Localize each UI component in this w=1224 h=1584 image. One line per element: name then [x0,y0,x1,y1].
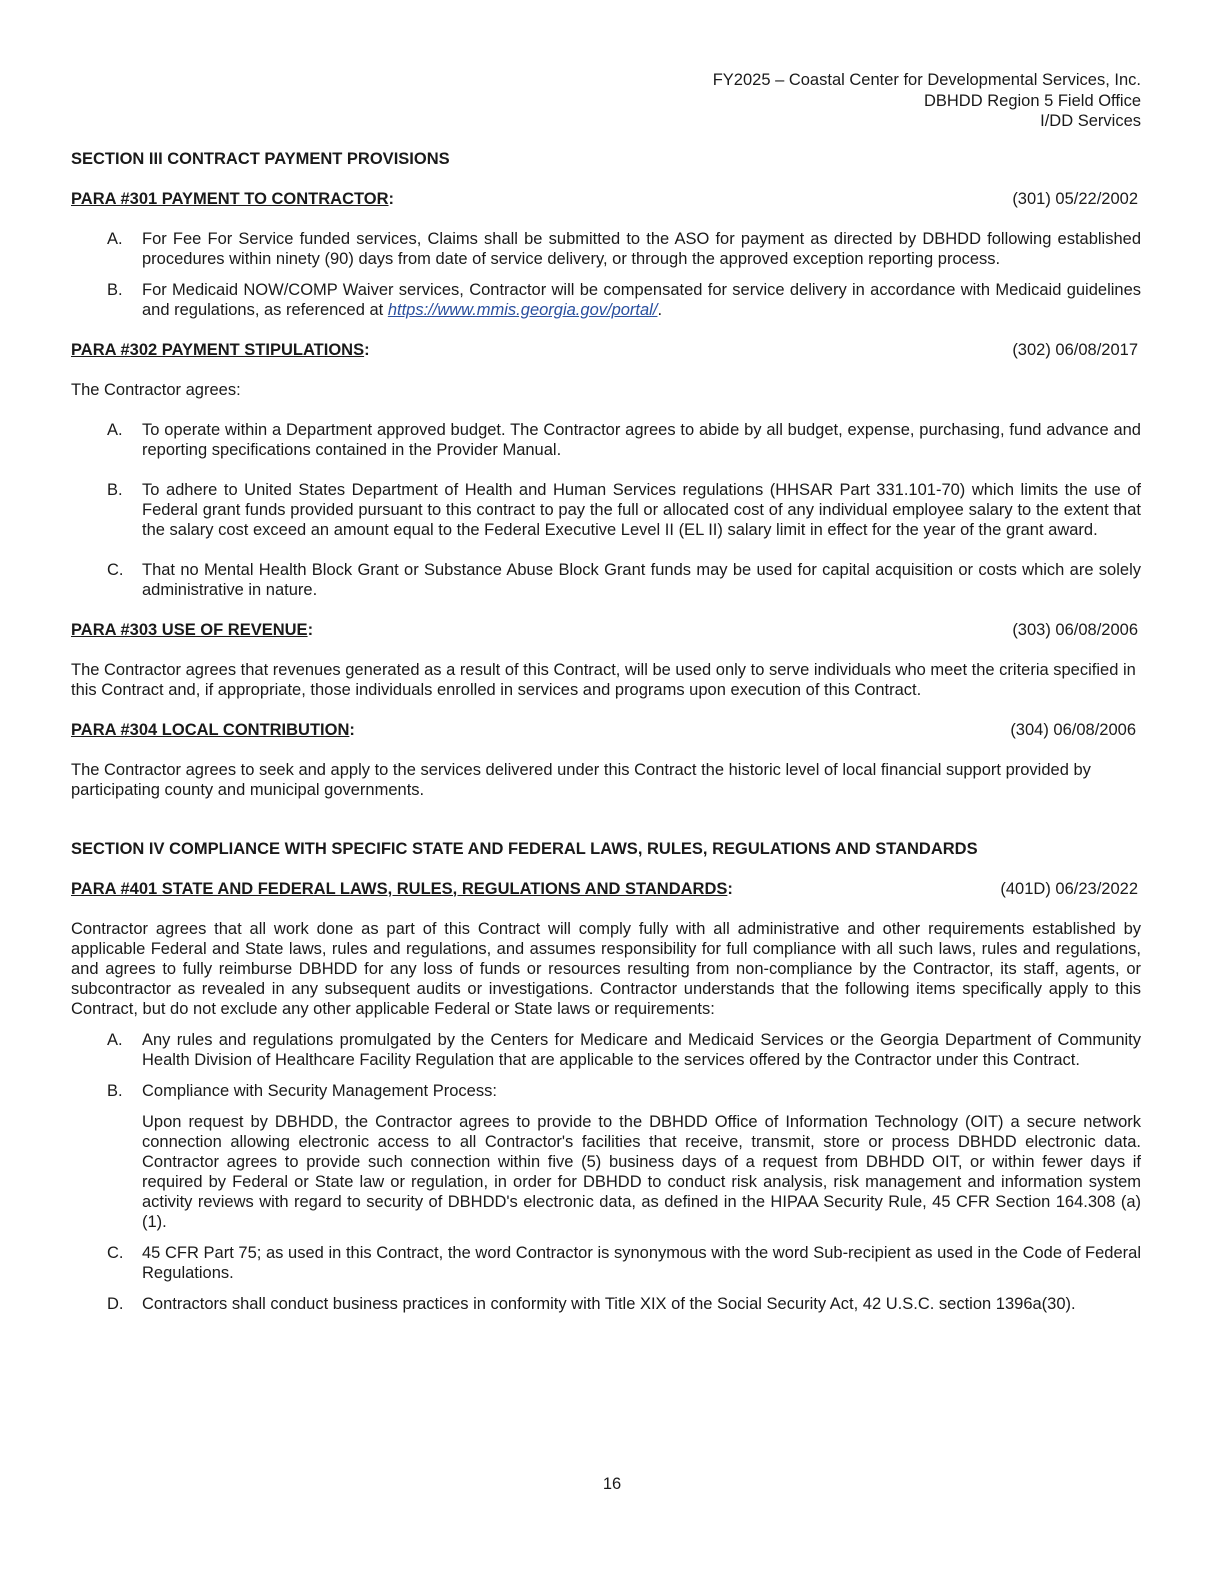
para-301-title: PARA #301 PAYMENT TO CONTRACTOR [71,189,389,208]
para-301-heading: PARA #301 PAYMENT TO CONTRACTOR: (301) 05/22/2002 [71,189,1141,209]
item-letter: B. [107,1081,123,1100]
item-subtext: Upon request by DBHDD, the Contractor agrees to provide to the DBHDD Office of Information Technology (OIT) a secure network connection allowing electronic access to all Contractor's facilities that receive, transmit, store or process DBHDD electronic data. Contractor agrees to provide such connection within five (5) business days of a request from DBHDD OIT, or within fewer days if required by Federal or State law or regulation, in order for DBHDD to conduct risk analysis, risk management and information system activity reviews with regard to security of DBHDD's electronic data, as defined in the HIPAA Security Rule, 45 CFR Section 164.308 (a)(1). [142,1112,1141,1231]
section-3-title: SECTION III CONTRACT PAYMENT PROVISIONS [71,149,450,168]
item-text: 45 CFR Part 75; as used in this Contract, the word Contractor is synonymous with the word Sub-recipient as used in the Code of Federal Regulations. [142,1243,1141,1282]
section-4-title: SECTION IV COMPLIANCE WITH SPECIFIC STATE AND FEDERAL LAWS, RULES, REGULATIONS AND STANDARDS [71,839,978,858]
para-401-ref: (401D) 06/23/2022 [1000,879,1138,898]
list-item [71,420,1141,460]
para-401-body: Contractor agrees that all work done as part of this Contract will comply fully with all administrative and other requirements established by applicable Federal and State laws, rules and regulations, and assumes responsibility for full compliance with all such laws, rules and regulations, and agrees to fully reimburse DBHDD for any loss of funds or resources resulting from non-compliance by the Contractor, its staff, agents, or subcontractor as revealed in any subsequent audits or investigations. Contractor understands that the following items specifically apply to this Contract, but do not exclude any other applicable Federal or State laws or requirements: [71,919,1141,1018]
list-item [71,1081,1141,1232]
item-letter: C. [107,560,124,579]
para-304-ref: (304) 06/08/2006 [1010,720,1136,739]
item-letter: B. [107,280,123,299]
item-letter: C. [107,1243,124,1262]
list-item [71,229,1141,269]
page-number: 16 [602,1475,622,1493]
para-303-ref: (303) 06/08/2006 [1012,620,1138,639]
list-item [71,560,1141,600]
header-line-2: DBHDD Region 5 Field Office [923,91,1141,110]
item-letter: A. [107,1030,123,1049]
item-letter: A. [107,229,123,248]
item-text: For Fee For Service funded services, Claims shall be submitted to the ASO for payment as directed by DBHDD following established procedures within ninety (90) days from date of service delivery, or through the approved exception reporting process. [142,229,1141,268]
para-301-list [71,229,1141,320]
item-text: To operate within a Department approved budget. The Contractor agrees to abide by all budget, expense, purchasing, fund advance and reporting specifications contained in the Provider Manual. [142,420,1141,459]
para-401-heading: PARA #401 STATE AND FEDERAL LAWS, RULES, REGULATIONS AND STANDARDS: (401D) 06/23/2022 [71,879,1141,899]
item-text: To adhere to United States Department of Health and Human Services regulations (HHSAR Part 331.101-70) which limits the use of Federal grant funds provided pursuant to this contract to pay the full or allocated cost of any individual employee salary to the extent that the salary cost exceed an amount equal to the Federal Executive Level II (EL II) salary limit in effect for the year of the grant award. [142,480,1141,539]
list-item [71,1294,1141,1314]
header-line-1: FY2025 – Coastal Center for Developmental Services, Inc. [712,71,1141,89]
list-item: B. For Medicaid NOW/COMP Waiver services, Contractor will be compensated for service delivery in accordance with Medicaid guidelines and regulations, as referenced at https://www.mmis.georgia.gov/portal/. [71,280,1141,320]
para-401-list [71,1030,1141,1314]
para-303-body: The Contractor agrees that revenues generated as a result of this Contract, will be used only to serve individuals who meet the criteria specified in this Contract and, if appropriate, those individuals enrolled in services and programs upon execution of this Contract. [71,660,1136,699]
para-302-title: PARA #302 PAYMENT STIPULATIONS [71,340,365,359]
para-302-ref: (302) 06/08/2017 [1012,340,1138,359]
item-text: That no Mental Health Block Grant or Substance Abuse Block Grant funds may be used for capital acquisition or costs which are solely administrative in nature. [142,560,1141,599]
list-item [71,1030,1141,1070]
para-304-heading: PARA #304 LOCAL CONTRIBUTION: (304) 06/08/2006 [71,720,1141,740]
item-text: Compliance with Security Management Process: [142,1081,497,1100]
document-header [71,70,1141,132]
para-304-body: The Contractor agrees to seek and apply to the services delivered under this Contract the historic level of local financial support provided by participating county and municipal governments. [71,760,1091,799]
item-text: For Medicaid NOW/COMP Waiver services, Contractor will be compensated for service delivery in accordance with Medicaid guidelines and regulations, as referenced at [142,280,1141,319]
list-item [71,480,1141,540]
header-line-3: I/DD Services [1040,112,1141,130]
item-letter: B. [107,480,123,499]
para-302-heading: PARA #302 PAYMENT STIPULATIONS: (302) 06/08/2017 [71,340,1141,360]
para-304-title: PARA #304 LOCAL CONTRIBUTION [71,720,350,739]
item-letter: A. [107,420,123,439]
para-302-intro: The Contractor agrees: [71,380,241,399]
document-page [71,70,1141,1314]
para-303-heading: PARA #303 USE OF REVENUE: (303) 06/08/2006 [71,620,1141,640]
para-301-ref: (301) 05/22/2002 [1012,189,1138,208]
item-text: Any rules and regulations promulgated by the Centers for Medicare and Medicaid Services or the Georgia Department of Community Health Division of Healthcare Facility Regulation that are applicable to the services offered by the Contractor under this Contract. [142,1030,1141,1069]
list-item [71,1243,1141,1283]
item-text: Contractors shall conduct business practices in conformity with Title XIX of the Social Security Act, 42 U.S.C. section 1396a(30). [142,1294,1076,1313]
mmis-portal-link[interactable]: https://www.mmis.georgia.gov/portal/ [387,300,658,319]
item-letter: D. [107,1294,124,1313]
para-401-title: PARA #401 STATE AND FEDERAL LAWS, RULES, REGULATIONS AND STANDARDS [71,879,728,898]
para-303-title: PARA #303 USE OF REVENUE [71,620,308,639]
para-302-list [71,420,1141,600]
